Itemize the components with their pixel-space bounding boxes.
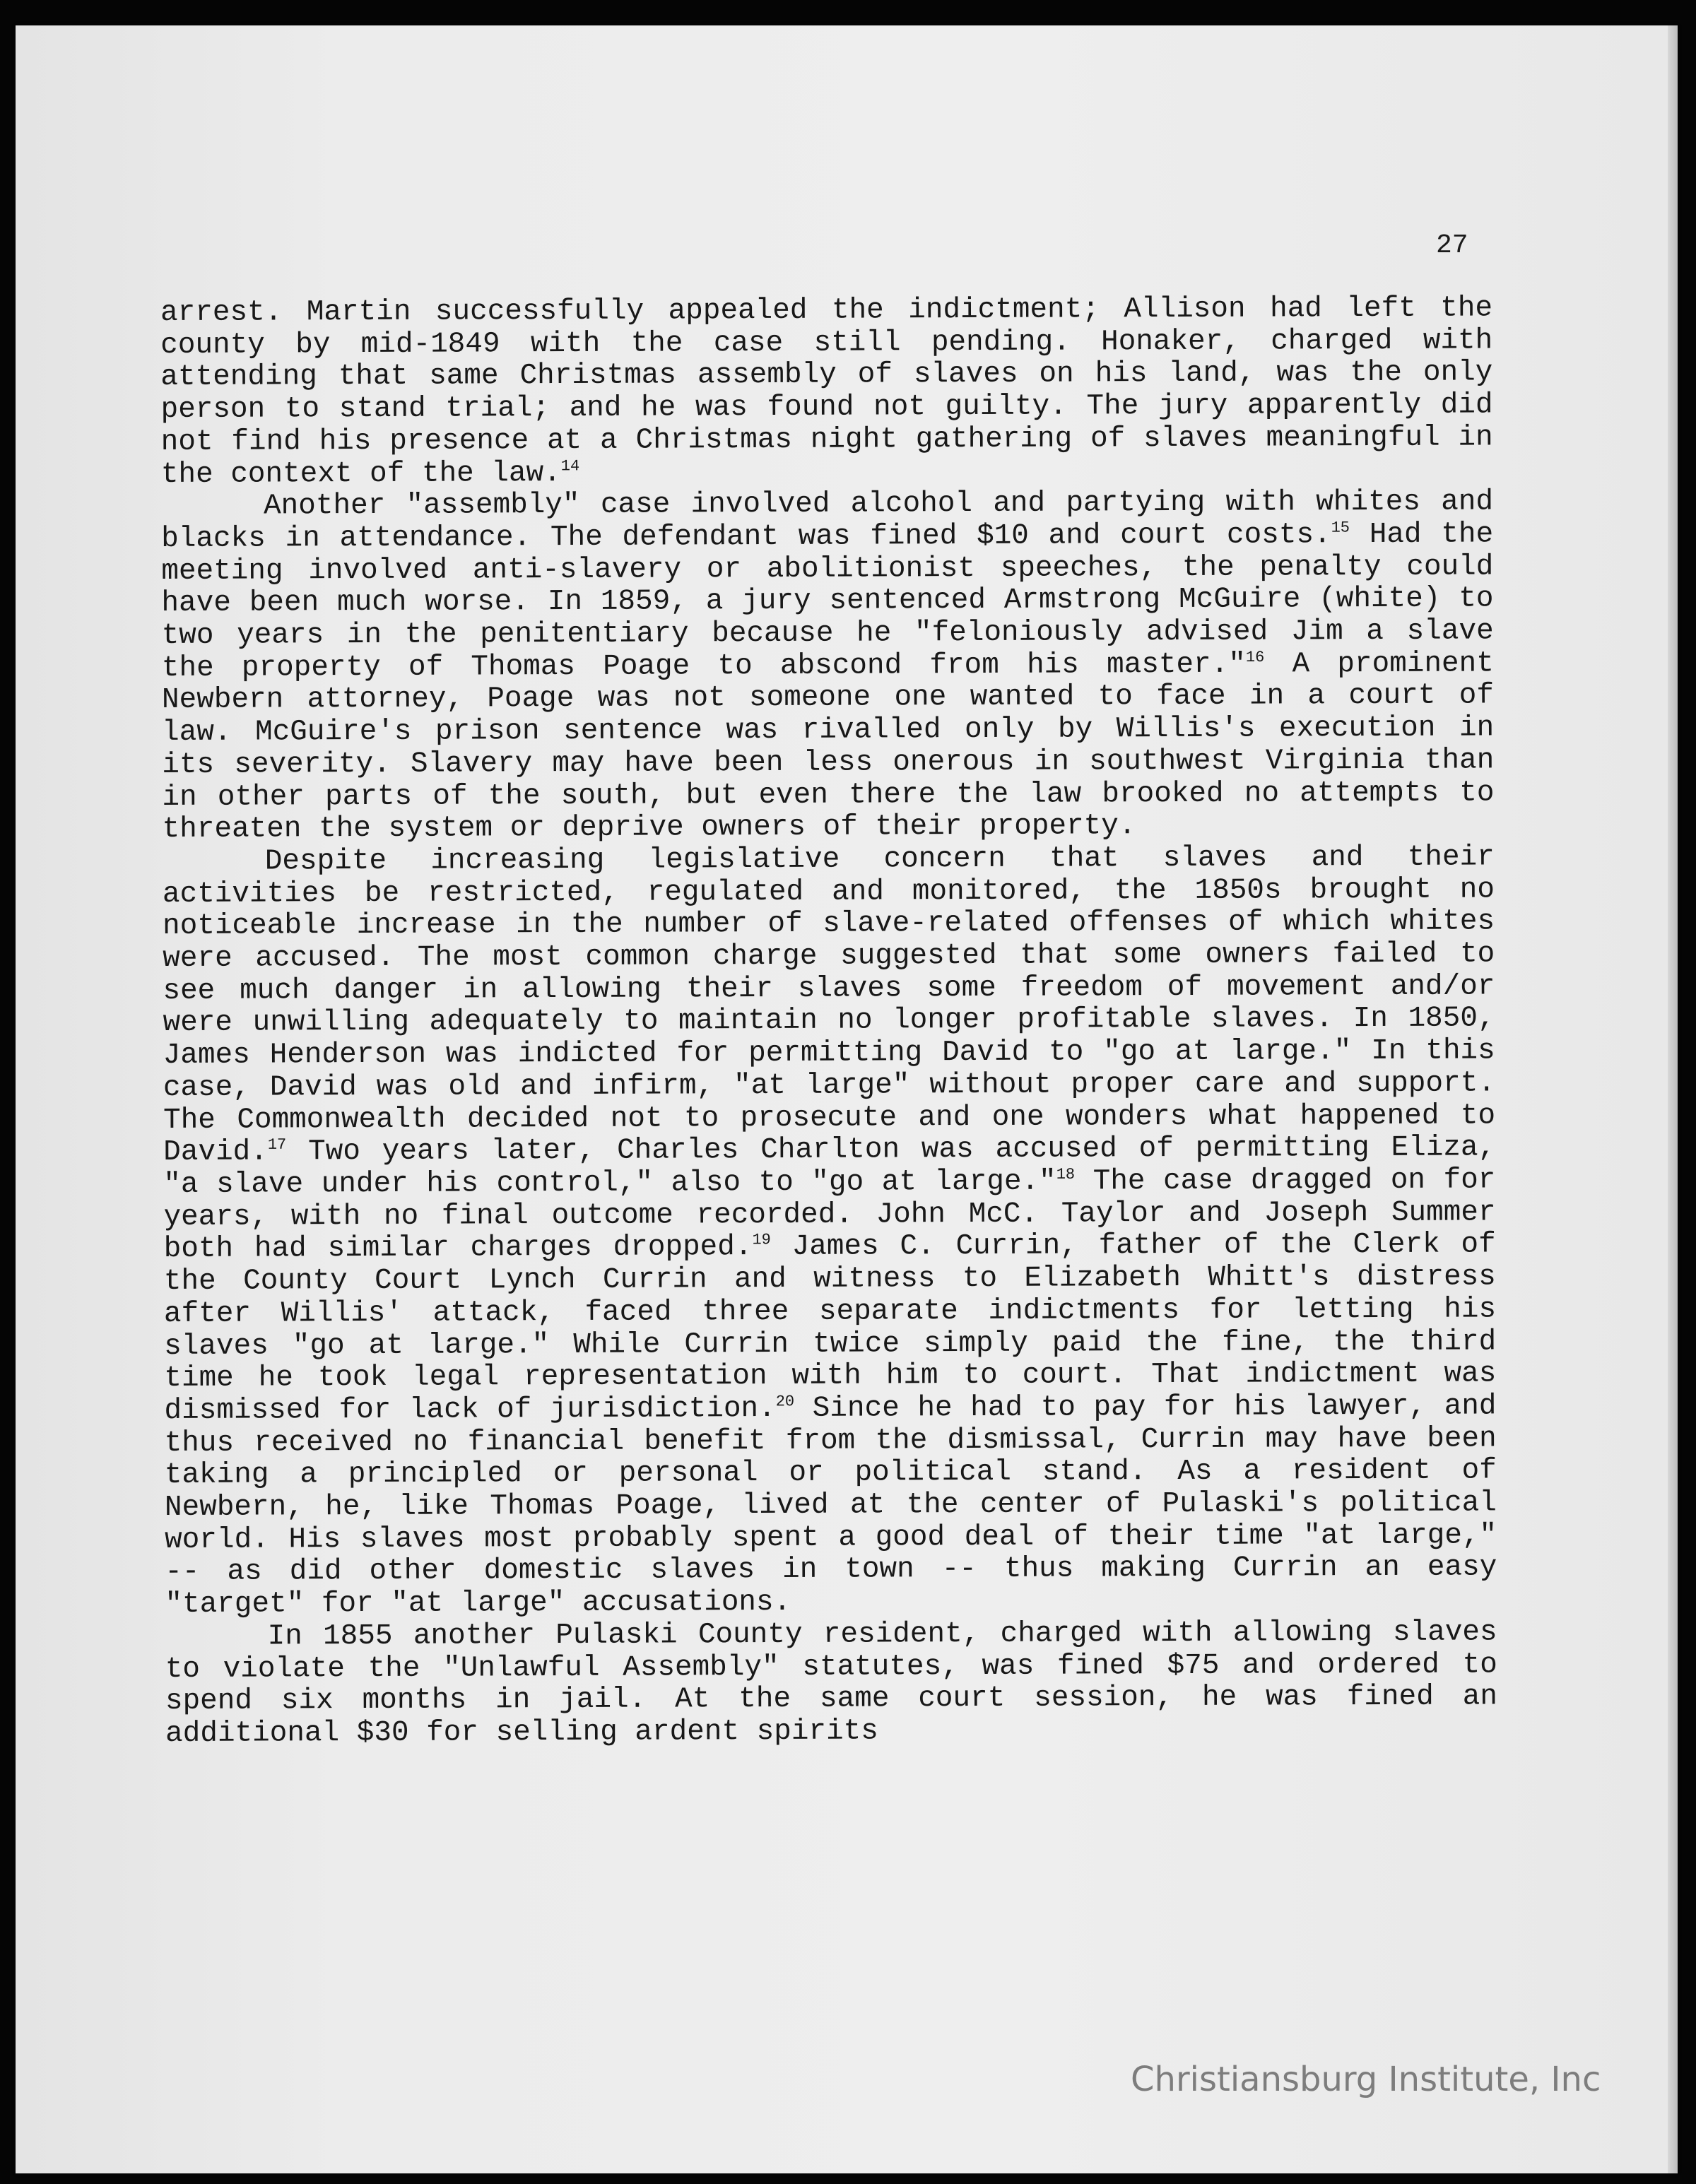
- footnote-ref-15: 15: [1331, 519, 1350, 537]
- paragraph-4: In 1855 another Pulaski County resident, charged with allowing slaves to violate the "Unlawful Assembly" statutes, was fined $75 and ordered to spend six months in jail. At the same court session, he was fined an additional $30 for selling ardent spirits: [165, 1616, 1498, 1750]
- paragraph-2: Another "assembly" case involved alcohol and partying with whites and blacks in attendance. The defendant was fined $10 and court costs.$^{15}$ Had the meeting involved anti-slavery or abolitionist speeches, the penalty could have been much worse. In 1859, a jury sentenced Armstrong McGuire (white) to two years in the penitentiary because he "feloniously advised Jim a slave the property of Thomas Poage to abscond from his master."$^{16}$ A prominent Newbern attorney, Poage was not someone one wanted to face in a court of law. McGuire's prison sentence was rivalled only by Willis's execution in its severity. Slavery may have been less onerous in southwest Virginia than in other parts of the south, but even there the law brooked no attempts to threaten the system or deprive owners of their property.: [161, 485, 1495, 846]
- page-number: 27: [1436, 230, 1468, 261]
- footnote-ref-19: 19: [752, 1231, 771, 1249]
- archive-watermark: Christiansburg Institute, Inc: [1131, 2060, 1601, 2099]
- footnote-ref-18: 18: [1056, 1165, 1076, 1184]
- footnote-ref-14: 14: [560, 456, 580, 475]
- footnote-ref-17: 17: [267, 1136, 287, 1155]
- footnote-ref-20: 20: [775, 1393, 795, 1411]
- document-body: [160, 293, 1497, 1750]
- document-page: [16, 25, 1678, 2173]
- page-edge: [1668, 25, 1678, 2173]
- paragraph-3: Despite increasing legislative concern that slaves and their activities be restricted, regulated and monitored, the 1850s brought no noticeable increase in the number of slave-related offenses of which whites were accused. The most common charge suggested that some owners failed to see much danger in allowing their slaves some freedom of movement and/or were unwilling adequately to maintain no longer profitable slaves. In 1850, James Henderson was indicted for permitting David to "go at large." In this case, David was old and infirm, "at large" without proper care and support. The Commonwealth decided not to prosecute and one wonders what happened to David.$^{17}$ Two years later, Charles Charlton was accused of permitting Eliza, "a slave under his control," also to "go at large."$^{18}$ The case dragged on for years, with no final outcome recorded. John McC. Taylor and Joseph Summer both had similar charges dropped.$^{19}$ James C. Currin, father of the Clerk of the County Court Lynch Currin and witness to Elizabeth Whitt's distress after Willis' attack, faced three separate indictments for letting his slaves "go at large." While Currin twice simply paid the fine, the third time he took legal representation with him to court. That indictment was dismissed for lack of jurisdiction.$^{20}$ Since he had to pay for his lawyer, and thus received no financial benefit from the dismissal, Currin may have been taking a principled or personal or political stand. As a resident of Newbern, he, like Thomas Poage, lived at the center of Pulaski's political world. His slaves most probably spent a good deal of their time "at large," -- as did other domestic slaves in town -- thus making Currin an easy "target" for "at large" accusations.: [162, 841, 1497, 1622]
- paragraph-1: arrest. Martin successfully appealed the indictment; Allison had left the county by mid-1849 with the case still pending. Honaker, charged with attending that same Christmas assembly of slaves on his land, was the only person to stand trial; and he was found not guilty. The jury apparently did not find his presence at a Christmas night gathering of slaves meaningful in the context of the law.$^{14}$: [160, 292, 1493, 491]
- footnote-ref-16: 16: [1245, 648, 1265, 666]
